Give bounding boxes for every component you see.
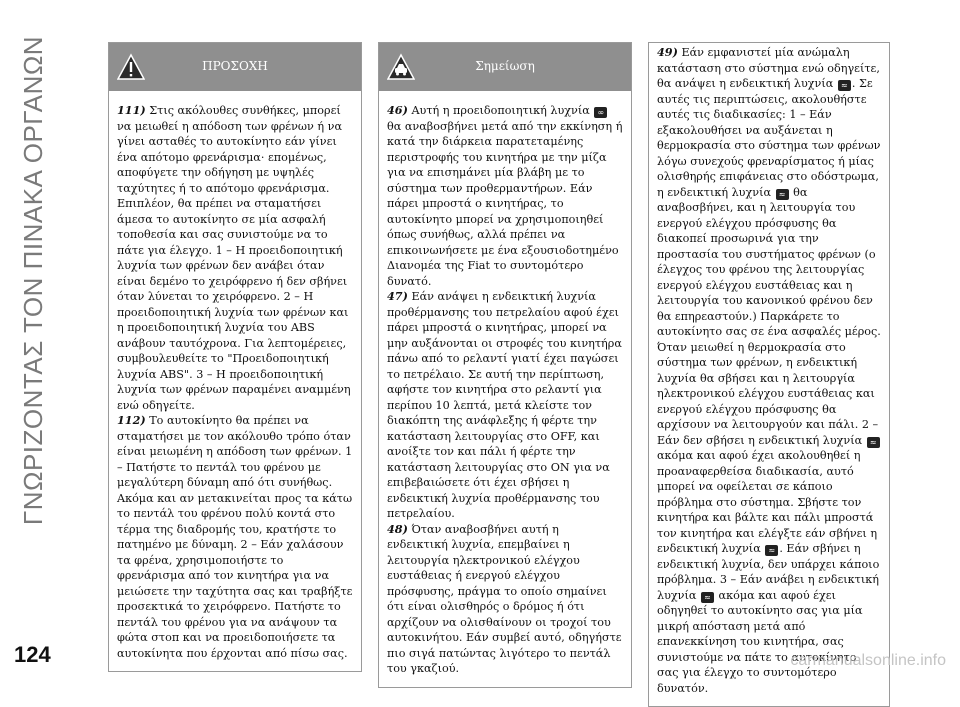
note-box xyxy=(378,42,632,688)
traction-control-indicator-icon: ≈ xyxy=(867,437,880,448)
note-text-48: Όταν αναβοσβήνει αυτή η ενδεικτική λυχνία, επεμβαίνει η λειτουργία ηλεκτρονικού ελέγχου ευστάθειας ή ενεργού ελέγχου πρόσφυσης, πράγμα το οποίο σημαίνει ότι είναι ολισθηρός ο δρόμος ή ότι αρχίζουν να ολισθαίνουν οι τροχοί του αυτοκινήτου. Εάν συμβεί αυτό, οδηγήστε πιο σιγά πατώντας λιγότερο το πεντάλ του γκαζιού. xyxy=(387,522,622,675)
note-paragraph-49 xyxy=(657,45,881,696)
note-paragraph-47 xyxy=(387,289,623,522)
watermark: carmanualsonline.info xyxy=(790,652,946,669)
warning-paragraph-111 xyxy=(117,103,353,413)
warning-triangle-icon xyxy=(117,53,145,81)
note-text-49b: . Σε αυτές τις περιπτώσεις, ακολουθήστε αυτές τις διαδικασίες: 1 – Εάν εξακολουθήσει να αυξάνεται η θερμοκρασία στο σύστημα των φρένων λόγω συνεχούς φρεναρίσματος ή μίας ολισθηρής επιφάνειας στο οδόστρωμα, η ενδεικτική λυχνία xyxy=(657,77,881,199)
note-text-49f: ακόμα και αφού έχει οδηγηθεί το αυτοκίνητο σας για μία μικρή απόσταση μετά από επανεκκίνηση του κινητήρα, σας συνιστούμε να πάτε το αυτοκίνητο σας για έλεγχο το συντομότερο δυνατόν. xyxy=(657,588,863,695)
traction-control-indicator-icon: ≈ xyxy=(765,545,778,556)
glow-plug-indicator-icon: ∞ xyxy=(594,107,607,118)
note-text-49c: θα αναβοσβήνει, και η λειτουργία του ενεργού ελέγχου πρόσφυσης θα διακοπεί προσωρινά για την προστασία του συστήματος φρένων (ο έλεγχος του φρένου της λειτουργίας ενεργού ελέγχου ευστάθειας και η λειτουργία του κανονικού φρένου δεν θα επηρεαστούν.) Παρκάρετε το αυτοκίνητο σας σε ένα ασφαλές μέρος. Όταν μειωθεί η θερμοκρασία στο σύστημα των φρένων, η ενδεικτική λυχνία θα σβήσει και η λειτουργία ηλεκτρονικού ελέγχου ευστάθειας και ενεργού ελέγχου πρόσφυσης θα αρχίσουν να λειτουργούν και πάλι. 2 – Εάν δεν σβήσει η ενδεικτική λυχνία xyxy=(657,185,881,447)
note-ref-46: 46) xyxy=(387,103,408,117)
note-ref-111: 111) xyxy=(117,103,146,117)
note-text-49d: ακόμα και αφού έχει ακολουθηθεί η προαναφερθείσα διαδικασία, αυτό μπορεί να οφείλεται σε κάποιο πρόβλημα στο σύστημα. Σβήστε τον κινητήρα και βάλτε και πάλι μπροστά τον κινητήρα και ελέγξτε εάν σβήνει η ενδεικτική λυχνία xyxy=(657,449,878,555)
traction-control-indicator-icon: ≈ xyxy=(776,189,789,200)
note-paragraph-46 xyxy=(387,103,623,289)
note-text-49e: . Εάν σβήνει η ενδεικτική λυχνία, δεν υπάρχει κάποιο πρόβλημα. 3 – Εάν ανάβει η ενδεικτική λυχνία xyxy=(657,542,880,602)
continuation-box xyxy=(648,42,890,707)
page-number: 124 xyxy=(14,642,51,667)
warning-text-111: Στις ακόλουθες συνθήκες, μπορεί να μειωθεί η απόδοση των φρένων ή να γίνει ασταθές το αυτοκίνητο εάν γίνει ένα απότομο φρενάρισμα· επομένως, αποφύγετε την οδήγηση με υψηλές ταχύτητες ή το απότομο φρενάρισμα. Επιπλέον, θα πρέπει να σταματήσει άμεσα το αυτοκίνητο σε μία ασφαλή τοποθεσία και σας συνιστούμε να το πάτε για έλεγχο. 1 – Η προειδοποιητική λυχνία των φρένων δεν ανάβει όταν είναι δεμένο το χειρόφρενο ή δεν σβήνει όταν λύνεται το χειρόφρενο. 2 – Η προειδοποιητική λυχνία των φρένων και η προειδοποιητική λυχνία του ABS ανάβουν ταυτόχρονα. Για λεπτομέρειες, συμβουλευθείτε το "Προειδοποιητική λυχνία ABS". 3 – Η προειδοποιητική λυχνία των φρένων παραμένει αναμμένη ενώ οδηγείτε. xyxy=(117,104,351,412)
note-ref-112: 112) xyxy=(117,413,146,427)
note-box-header xyxy=(379,43,631,91)
note-text-47: Εάν ανάψει η ενδεικτική λυχνία προθέρμανσης του πετρελαίου αφού έχει πάρει μπροστά ο κινητήρας, μπορεί να μην αυξάνονται οι στροφές του κινητήρα πάνω από το ρελαντί γιατί έχει παγώσει το πετρέλαιο. Σε αυτή την περίπτωση, αφήστε τον κινητήρα στο ρελαντί για περίπου 10 λεπτά, μετά κλείστε τον διακόπτη της ανάφλεξης ή φέρτε την κατάσταση λειτουργίας στο OFF, και ανοίξτε τον και πάλι ή φέρτε την κατάσταση λειτουργίας στο ON για να επιβεβαιώσετε ότι έχει σβήσει η ενδεικτική λυχνία προθέρμανσης του πετρελαίου. xyxy=(387,290,622,520)
note-box-title: Σημείωση xyxy=(475,59,535,74)
traction-control-indicator-icon: ≈ xyxy=(838,80,851,91)
warning-box-body xyxy=(109,91,361,671)
note-ref-47: 47) xyxy=(387,289,408,303)
warning-paragraph-112 xyxy=(117,413,353,661)
traction-control-indicator-icon: ≈ xyxy=(701,592,714,603)
continuation-box-body xyxy=(649,43,889,706)
note-text-49a: Εάν εμφανιστεί μία ανώμαλη κατάσταση στο σύστημα ενώ οδηγείτε, θα ανάψει η ενδεικτική λυχνία xyxy=(657,46,880,90)
warning-box-title: ΠΡΟΣΟΧΗ xyxy=(202,59,268,74)
warning-box xyxy=(108,42,362,672)
note-ref-49: 49) xyxy=(657,45,678,59)
note-text-46b: θα αναβοσβήνει μετά από την εκκίνηση ή κατά την διάρκεια παρατεταμένης περιστροφής του κινητήρα με την μίζα για να επισημάνει μία βλάβη με το σύστημα των προθερμαντήρων. Εάν πάρει μπροστά ο κινητήρας, το αυτοκίνητο μπορεί να χρησιμοποιηθεί όπως συνήθως, αλλά πρέπει να επικοινωνήσετε με ένα εξουσιοδοτημένο Διανομέα της Fiat το συντομότερο δυνατό. xyxy=(387,119,623,288)
note-car-icon xyxy=(387,53,415,81)
note-text-46a: Αυτή η προειδοποιητική λυχνία xyxy=(411,104,590,117)
chapter-side-title xyxy=(12,20,56,540)
note-paragraph-48 xyxy=(387,522,623,677)
note-ref-48: 48) xyxy=(387,521,408,536)
warning-box-header xyxy=(109,43,361,91)
warning-text-112: Το αυτοκίνητο θα πρέπει να σταματήσει με τον ακόλουθο τρόπο όταν είναι μειωμένη η απόδοση των φρένων. 1 – Πατήστε το πεντάλ του φρένου με μεγαλύτερη δύναμη από ότι συνήθως. Ακόμα και αν μετακινείται προς τα κάτω το πεντάλ του φρένου πολύ κοντά στο τέρμα της διαδρομής του, κρατήστε το πατημένο με δύναμη. 2 – Εάν χαλάσουν τα φρένα, χρησιμοποιήστε το φρενάρισμα από τον κινητήρα για να μειώσετε την ταχύτητα σας και τραβήξτε προσεκτικά το χειρόφρενο. Πατήστε το πεντάλ του φρένου για να ανάψουν τα φώτα στοπ και να προειδοποιήσετε τα αυτοκίνητα που έρχονται από πίσω σας. xyxy=(117,414,353,660)
chapter-side-title-text: ΓΝΩΡΙΖΟΝΤΑΣ ΤΟΝ ΠΙΝΑΚΑ ΟΡΓΑΝΩΝ xyxy=(18,35,49,525)
note-box-body xyxy=(379,91,631,687)
